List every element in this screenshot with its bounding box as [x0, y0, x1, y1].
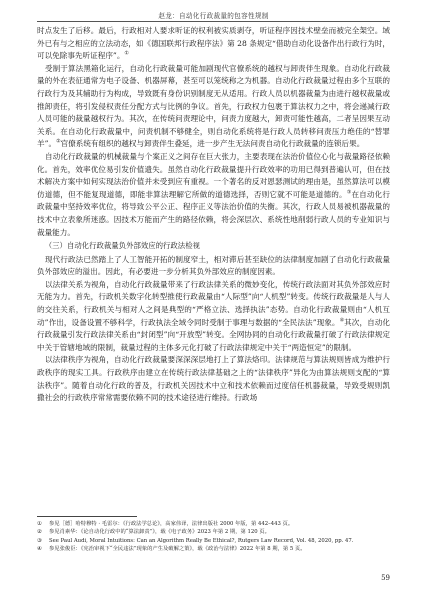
- footnote-ref-4[interactable]: ④: [339, 317, 345, 324]
- footnote-ref-2[interactable]: ②: [56, 138, 61, 145]
- footnote-rule: [37, 516, 137, 517]
- footnote-ref-3[interactable]: ③: [346, 189, 352, 196]
- footnote-item: [37, 537, 390, 545]
- footnote-text: 参见［德］哈特穆特 · 毛雷尔：《行政法学总论》，高家伟译，法律出版社 2000 年版，第 442–443 页。: [49, 521, 294, 527]
- paragraph-2: 受制于算法黑箱化运行，自动化行政裁量可能加剧现代官僚系统的越权与卸责伴生现象。自动化行政裁量的外在表征通常为电子设备、机器屏幕，甚至可以笼统称之为机器。自动化行政裁量过程由多个互联的行政行为及其辅助行为构成，导致既有身份识别制度无从适用。行政人员以机器裁量为由进行越权裁量或推卸责任，将引发侵权责任分配方式与比例的争议。首先，行政权力包裹于算法权力之中，将会递减行政人员可能的裁量越权行为。其次，在传统问责理论中，问责力度越大，卸责可能性越高，二者呈因果互动关系。在自动化行政裁量中，问责机制不够健全，则自动化系统将是行政人员转移问责压力绝佳的“替罪羊”。②官僚系统有组织的越权与卸责伴生叠延，进一步产生无法问责自动化行政裁量的连锁后果。: [37, 63, 390, 149]
- running-head: 赵龙：自动化行政裁量的包容性规制: [158, 12, 269, 20]
- section-heading: （三）自动化行政裁量负外部效应的行政法检视: [44, 241, 200, 251]
- footnote-mark: ②: [37, 529, 42, 536]
- footnote-item: [37, 528, 390, 536]
- footnote-mark: ③: [37, 537, 42, 544]
- paragraph-5: 以法律关系为视角，自动化行政裁量带来了行政法律关系的微妙变化，传统行政法面对其负外部效应时无能为力。首先，行政机关数字化转型推使行政裁量由“人际型”向“人机型”转变。传统行政裁量是人与人的交往关系，行政机关与相对人之间是典型的“严格立法、选择执法”态势。自动化行政裁量则由“人机互动”作出，设备设置不够科学，行政执法全域令同时受制于事理与数据的“全民法法”现象。④其次，自动化行政裁量引发行政法律关系由“封闭型”向“开放型”转变。全网协同的自动化行政裁量打破了行政法律规定中关于管辖地域的限制，裁量过程的主体多元化打破了行政法律规定中关于“两造恒定”的限制。: [37, 279, 390, 352]
- paragraph-6: 以法律秩序为视角，自动化行政裁量要深深深层地打上了算法烙印。法律规范与算法规则皆成为维护行政秩序的现实工具。行政秩序由建立在传统行政法律基础之上的“法律秩序”异化为由算法规则支配的“算法秩序”。随着自动化行政的普及，行政机关因技术中立和技术依赖而过度信任机器裁量，导致受规则凯撒社会的行政秩序常常需要依赖不同的技术途径进行维持。行政场: [37, 355, 390, 403]
- header-rule: [37, 21, 390, 22]
- footnotes: [37, 520, 390, 554]
- body-text: [37, 25, 390, 405]
- paragraph-4: 现代行政法已然踏上了人工智能开拓的制度窄土，相对滞后甚至缺位的法律制度加剧了自动化行政裁量负外部效应的溢出。因此，有必要进一步分析其负外部效应的制度因素。: [37, 254, 390, 277]
- footnote-item: [37, 520, 390, 528]
- footnote-text: 参见肖素华：《论自动化行政中的“算法卸责”》，载《电子政务》2023 年第 2 期，第 120 页。: [49, 529, 270, 536]
- paragraph-1: 时点发生了后移。最后，行政相对人要求听证的权利被实质剥夺，听证程序因技术壁垒而被完全架空。域外已有与之相应的立法动态，如《德国联邦行政程序法》第 28 条规定“借助自动化设备作出行政行为时，可以免除事先听证程序”。①: [37, 26, 390, 61]
- footnote-mark: ④: [37, 546, 42, 553]
- footnote-item: [37, 545, 390, 553]
- page-number: 59: [381, 574, 390, 582]
- paragraph-3: 自动化行政裁量的机械裁量与个案正义之间存在巨大张力，主要表现在法治价值位心化与裁量路径依赖化。首先，效率优位易引发价值遗失。虽然自动化行政裁量提升行政效率的功用已得到普遍认可，但在技术解决方案中如何实现法治价值并未受到应有重视。一个著名的反对恩瑟测试的理由是，虽然算法可以模仿道德，但不能复现道德，即能非算法理解它所做的道德选择，否则它就不可能是道德的。③在自动化行政裁量中坚持效率优位，将导致公平公正、程序正义等法治价值的失衡。其次，行政人员易被机器裁量的技术中立表象所迷惑。因技术万能而产生的路径依赖，将会深层次、系统性地削弱行政人员的专业知识与裁量能力。: [37, 151, 391, 237]
- footnote-text: 参见张俊臣：《宪治审视下“全民违法”现象的产生及破解之策》，载《政治与法律》2022 年第 8 期，第 5 页。: [49, 546, 306, 553]
- footnote-text: See Paul Audi, Moral Intuitions: Can an Algorithm Really Be Ethical?, Rutgers Law Record, Vol. 48, 2020, pp. 47.: [49, 537, 354, 544]
- footnote-ref-1[interactable]: ①: [124, 50, 129, 57]
- footnote-mark: ①: [37, 521, 42, 527]
